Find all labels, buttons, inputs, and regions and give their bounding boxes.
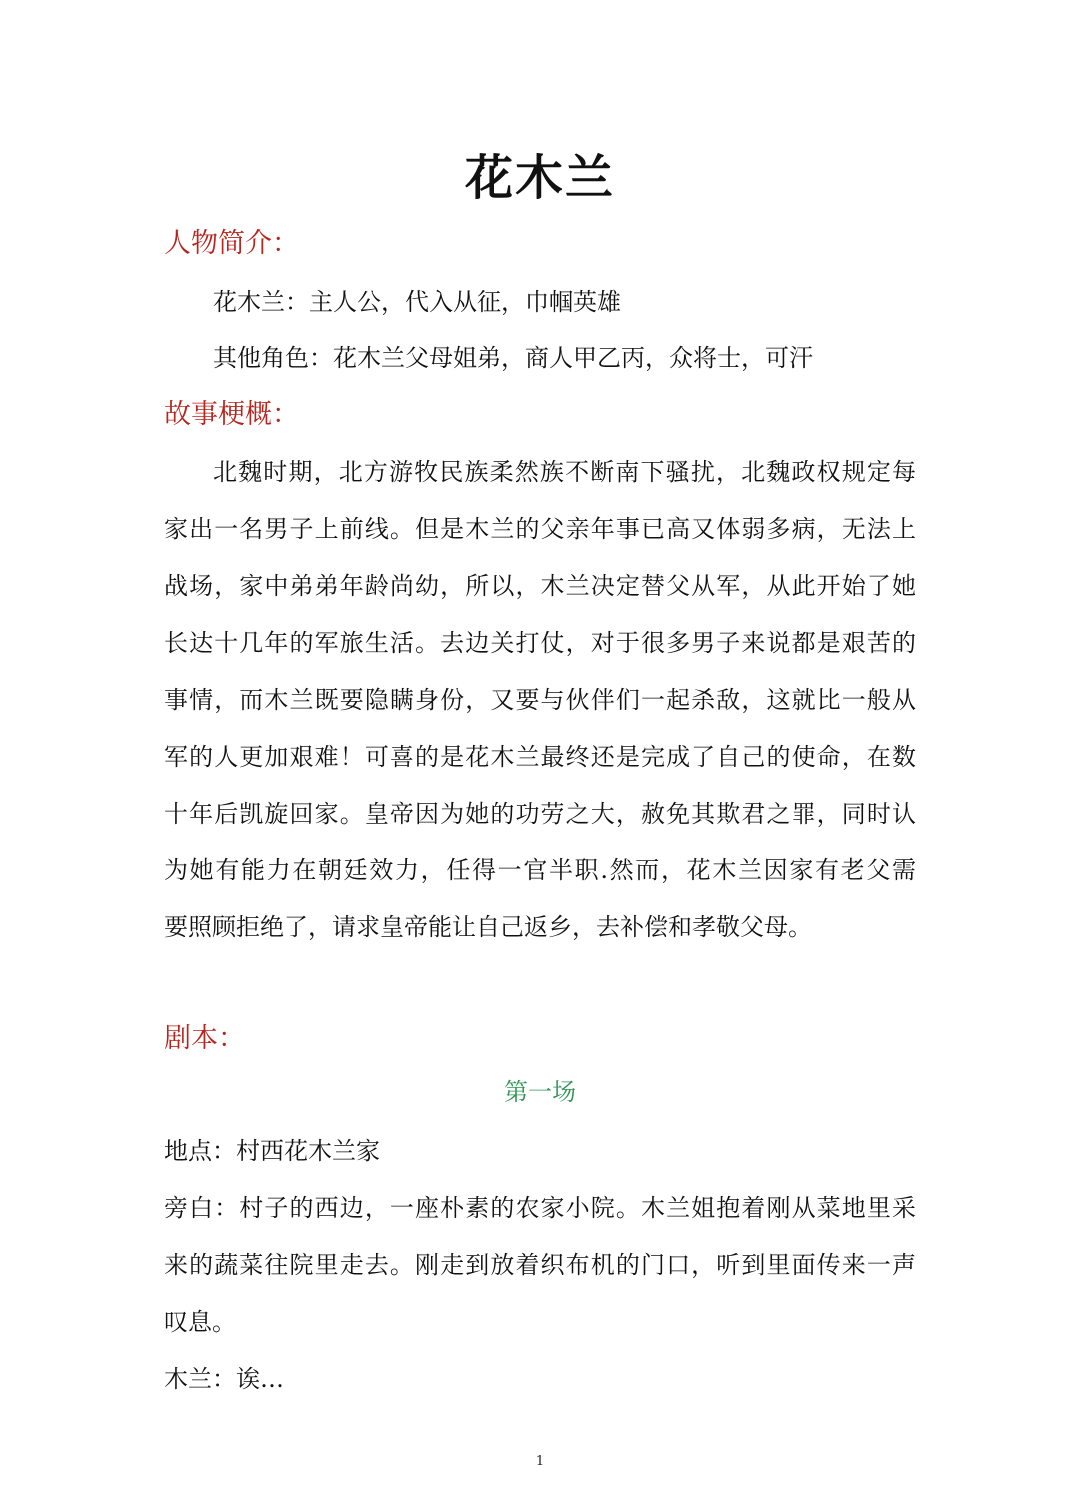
page-number: 1 bbox=[535, 1454, 545, 1469]
document-title: 花木兰 bbox=[464, 150, 615, 206]
synopsis-line: 北魏时期，北方游牧民族柔然族不断南下骚扰，北魏政权规定每 bbox=[213, 458, 916, 486]
synopsis-line: 事情，而木兰既要隐瞒身份，又要与伙伴们一起杀敌，这就比一般从 bbox=[164, 686, 916, 714]
script-line: 叹息。 bbox=[164, 1308, 236, 1336]
synopsis-line: 为她有能力在朝廷效力，任得一官半职.然而，花木兰因家有老父需 bbox=[164, 856, 916, 884]
synopsis-line: 长达十几年的军旅生活。去边关打仗，对于很多男子来说都是艰苦的 bbox=[164, 629, 916, 657]
synopsis-line: 十年后凯旋回家。皇帝因为她的功劳之大，赦免其欺君之罪，同时认 bbox=[164, 800, 916, 828]
character-line: 其他角色：花木兰父母姐弟，商人甲乙丙，众将士，可汗 bbox=[213, 344, 813, 372]
script-line: 旁白：村子的西边，一座朴素的农家小院。木兰姐抱着刚从菜地里采 bbox=[164, 1194, 916, 1222]
script-line: 来的蔬菜往院里走去。刚走到放着织布机的门口，听到里面传来一声 bbox=[164, 1251, 916, 1279]
scene-title: 第一场 bbox=[504, 1078, 576, 1106]
script-line: 地点：村西花木兰家 bbox=[164, 1137, 380, 1165]
synopsis-line: 家出一名男子上前线。但是木兰的父亲年事已高又体弱多病，无法上 bbox=[164, 515, 916, 543]
synopsis-line: 军的人更加艰难！可喜的是花木兰最终还是完成了自己的使命，在数 bbox=[164, 743, 916, 771]
synopsis-heading: 故事梗概： bbox=[164, 399, 299, 430]
synopsis-line: 战场，家中弟弟年龄尚幼，所以，木兰决定替父从军，从此开始了她 bbox=[164, 572, 916, 600]
script-heading: 剧本： bbox=[164, 1023, 245, 1054]
script-line: 木兰：诶… bbox=[164, 1365, 284, 1393]
character-line: 花木兰：主人公，代入从征，巾帼英雄 bbox=[213, 288, 621, 316]
characters-heading: 人物简介： bbox=[164, 228, 299, 259]
synopsis-line: 要照顾拒绝了，请求皇帝能让自己返乡，去补偿和孝敬父母。 bbox=[164, 913, 812, 941]
